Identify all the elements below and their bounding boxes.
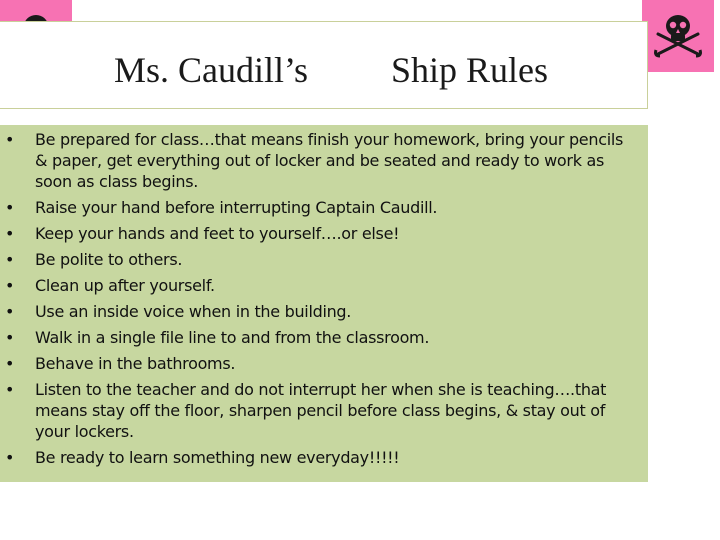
jolly-roger-icon <box>650 10 706 62</box>
rule-item <box>0 301 648 322</box>
bullet-icon: • <box>5 354 15 373</box>
rule-item <box>0 353 648 374</box>
rule-text: Be prepared for class…that means finish your homework, bring your pencils & paper, get everything out of locker and be seated and ready to work as soon as class begins. <box>35 130 624 191</box>
rule-text: Be ready to learn something new everyday!!!!! <box>35 448 400 467</box>
rule-text: Walk in a single file line to and from the classroom. <box>35 328 430 347</box>
rule-text: Be polite to others. <box>35 250 183 269</box>
rule-text: Keep your hands and feet to yourself….or else! <box>35 224 400 243</box>
bullet-icon: • <box>5 250 15 269</box>
bullet-icon: • <box>5 130 15 149</box>
rule-text: Listen to the teacher and do not interrupt her when she is teaching….that means stay off the floor, sharpen pencil before class begins, & stay out of your lockers. <box>35 380 607 441</box>
rule-item <box>0 327 648 348</box>
rule-text: Raise your hand before interrupting Captain Caudill. <box>35 198 438 217</box>
bullet-icon: • <box>5 328 15 347</box>
rule-item <box>0 379 648 442</box>
rules-panel <box>0 125 648 482</box>
bullet-icon: • <box>5 448 15 467</box>
title-box <box>0 21 648 109</box>
rule-item <box>0 447 648 468</box>
bullet-icon: • <box>5 276 15 295</box>
rule-item <box>0 129 648 192</box>
rules-list <box>0 125 648 468</box>
rule-item <box>0 275 648 296</box>
rule-item <box>0 249 648 270</box>
rule-text: Behave in the bathrooms. <box>35 354 236 373</box>
bullet-icon: • <box>5 302 15 321</box>
rule-item <box>0 197 648 218</box>
rule-text: Clean up after yourself. <box>35 276 215 295</box>
rule-text: Use an inside voice when in the building. <box>35 302 352 321</box>
bullet-icon: • <box>5 224 15 243</box>
title-name: Ms. Caudill’s <box>114 50 309 90</box>
bullet-icon: • <box>5 198 15 217</box>
bullet-icon: • <box>5 380 15 399</box>
title-ship-rules: Ship Rules <box>391 50 549 90</box>
pirate-flag-right <box>642 0 714 72</box>
rule-item <box>0 223 648 244</box>
